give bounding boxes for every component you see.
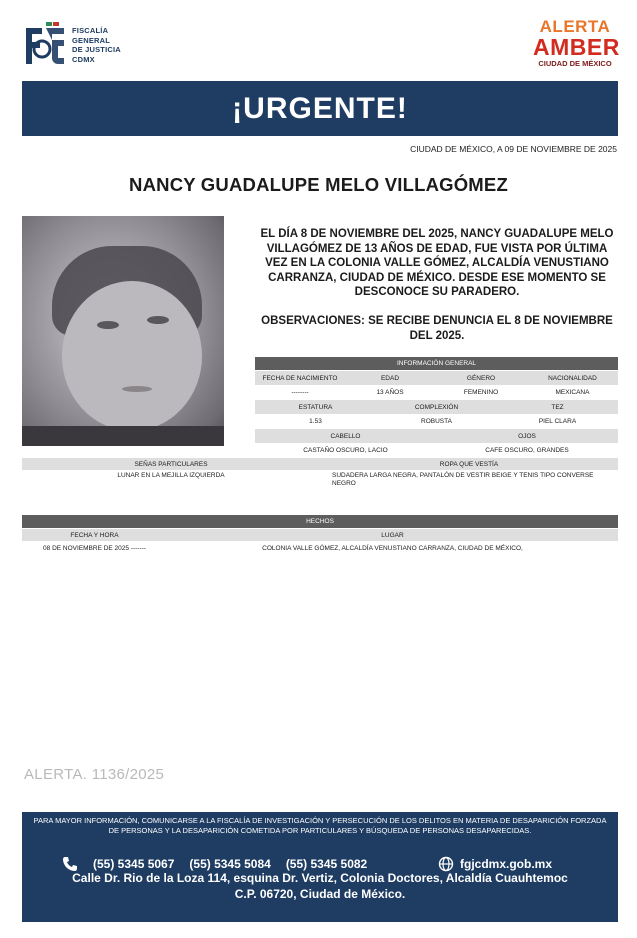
missing-person-photo bbox=[22, 216, 224, 446]
gender-value: FEMENINO bbox=[463, 389, 499, 396]
clothes-value: SUDADERA LARGA NEGRA, PANTALÓN DE VESTIR BEIGE Y TENIS TIPO CONVERSE NEGRO bbox=[332, 472, 594, 487]
info-row1-headers bbox=[255, 371, 618, 385]
info-row3-values bbox=[255, 444, 618, 457]
build-header: COMPLEXIÓN bbox=[414, 403, 459, 411]
footer-phones bbox=[62, 856, 367, 872]
gender-header: GÉNERO bbox=[466, 374, 496, 382]
fgj-text: FISCALÍA GENERAL DE JUSTICIA CDMX bbox=[72, 26, 121, 64]
alert-number: ALERTA. 1136/2025 bbox=[24, 766, 165, 783]
build-value: ROBUSTA bbox=[421, 418, 452, 425]
info-general-header: INFORMACIÓN GENERAL bbox=[255, 357, 618, 370]
observations: OBSERVACIONES: SE RECIBE DENUNCIA EL 8 DE NOVIEMBRE DEL 2025. bbox=[261, 315, 613, 342]
datetime-value: 08 DE NOVIEMBRE DE 2025 ------- bbox=[43, 544, 146, 552]
skin-value: PIEL CLARA bbox=[538, 418, 577, 425]
height-value: 1.53 bbox=[309, 418, 322, 425]
age-header: EDAD bbox=[380, 374, 400, 382]
info-row4-headers bbox=[22, 458, 618, 470]
phone-icon bbox=[62, 856, 78, 872]
info-row3-headers bbox=[255, 429, 618, 443]
birth-value: -------- bbox=[291, 389, 309, 396]
date-line: CIUDAD DE MÉXICO, A 09 DE NOVIEMBRE DE 2025 bbox=[410, 144, 617, 154]
birth-header: FECHA DE NACIMIENTO bbox=[262, 374, 338, 382]
place-header: LUGAR bbox=[381, 531, 404, 539]
hair-header: CABELLO bbox=[330, 432, 361, 440]
nationality-header: NACIONALIDAD bbox=[548, 374, 597, 382]
clothes-header: ROPA QUE VESTÍA bbox=[439, 460, 499, 468]
marks-header: SEÑAS PARTICULARES bbox=[134, 460, 208, 468]
height-header: ESTATURA bbox=[298, 403, 333, 411]
amber-alerta-text: ALERTA bbox=[539, 17, 611, 36]
eyes-header: OJOS bbox=[518, 432, 536, 440]
globe-icon bbox=[438, 856, 454, 872]
website-link[interactable]: fgjcdmx.gob.mx bbox=[460, 857, 553, 871]
phone-3[interactable]: (55) 5345 5082 bbox=[285, 857, 368, 871]
amber-city-text: CIUDAD DE MÉXICO bbox=[538, 59, 612, 68]
nationality-value: MEXICANA bbox=[555, 389, 590, 396]
info-row4-values bbox=[22, 471, 618, 489]
alerta-amber-logo bbox=[533, 17, 620, 80]
fgj-emblem-icon bbox=[22, 22, 68, 70]
info-row2-headers bbox=[255, 400, 618, 414]
facts-header: HECHOS bbox=[22, 515, 618, 528]
footer-website bbox=[438, 856, 552, 872]
footer bbox=[22, 812, 618, 922]
marks-value: LUNAR EN LA MEJILLA IZQUIERDA bbox=[117, 472, 225, 479]
info-row2-values bbox=[255, 415, 618, 428]
missing-person-name: NANCY GUADALUPE MELO VILLAGÓMEZ bbox=[129, 174, 508, 195]
footer-address bbox=[22, 871, 618, 902]
datetime-header: FECHA Y HORA bbox=[70, 531, 119, 539]
address-line-1: Calle Dr. Rio de la Loza 114, esquina Dr. Vertiz, Colonia Doctores, Alcaldía Cuauhtemoc bbox=[72, 871, 568, 885]
hair-value: CASTAÑO OSCURO, LACIO bbox=[303, 447, 388, 454]
place-value: COLONIA VALLE GÓMEZ, ALCALDÍA VENUSTIANO CARRANZA, CIUDAD DE MÉXICO, bbox=[262, 544, 523, 552]
amber-amber-text: AMBER bbox=[533, 34, 620, 60]
skin-header: TEZ bbox=[551, 403, 564, 411]
eyes-value: CAFE OSCURO, GRANDES bbox=[485, 447, 569, 454]
address-line-2: C.P. 06720, Ciudad de México. bbox=[234, 886, 406, 901]
case-description: EL DÍA 8 DE NOVIEMBRE DEL 2025, NANCY GUADALUPE MELO VILLAGÓMEZ DE 13 AÑOS DE EDAD, FUE VISTA POR ÚLTIMA VEZ EN LA COLONIA VALLE GÓMEZ, ALCALDÍA VENUSTIANO CARRANZA, CIUDAD DE MÉXICO. DESDE ESE MOMENTO SE DESCONOCE SU PARADERO. bbox=[260, 228, 614, 298]
footer-info: PARA MAYOR INFORMACIÓN, COMUNICARSE A LA FISCALÍA DE INVESTIGACIÓN Y PERSECUCIÓN DE LOS DELITOS EN MATERIA DE DESAPARICIÓN FORZADA DE PERSONAS Y LA DESAPARICIÓN COMETIDA POR PARTICULARES Y BÚSQUEDA DE PERSONAS DESAPARECIDAS. bbox=[33, 816, 607, 835]
facts-row-values bbox=[22, 542, 618, 554]
age-value: 13 AÑOS bbox=[376, 389, 404, 396]
phone-2[interactable]: (55) 5345 5084 bbox=[189, 857, 271, 871]
phone-1[interactable]: (55) 5345 5067 bbox=[93, 857, 175, 871]
info-row1-values bbox=[255, 386, 618, 399]
urgent-banner: ¡URGENTE! bbox=[22, 81, 618, 136]
fgj-logo bbox=[22, 22, 132, 74]
facts-row-headers bbox=[22, 529, 618, 541]
